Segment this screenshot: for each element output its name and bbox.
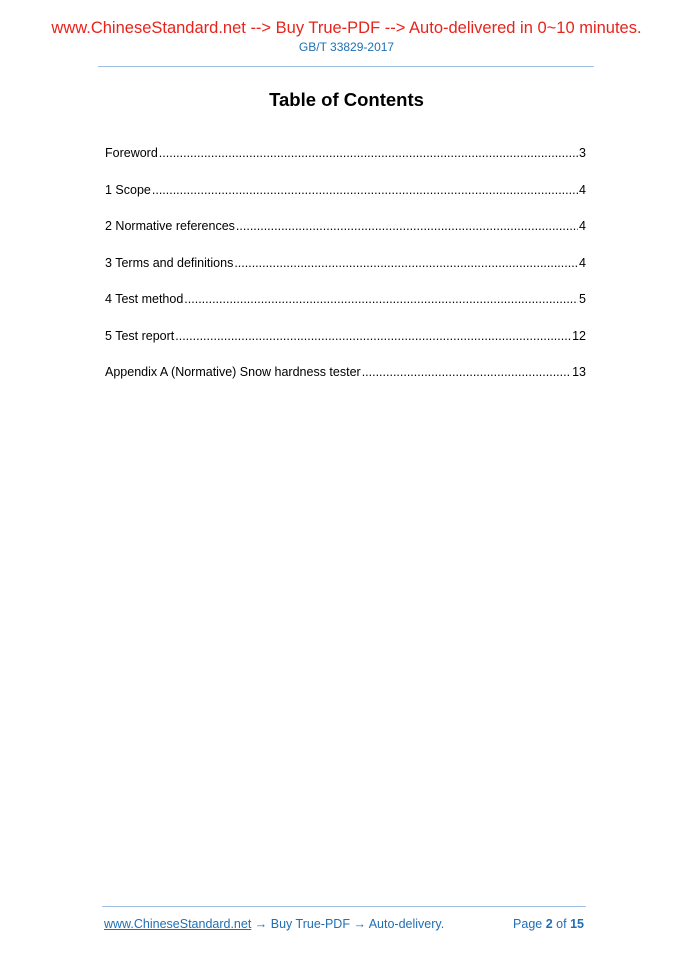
page-word: Page (513, 917, 543, 931)
toc-leader-dots (236, 217, 578, 235)
toc-entry-scope[interactable] (105, 181, 586, 218)
toc-entry-normative-references[interactable] (105, 217, 586, 254)
page-current: 2 (545, 917, 553, 931)
toc-entry-label: 3 Terms and definitions (105, 255, 234, 270)
toc-entry-page: 4 (579, 219, 586, 233)
footer-divider (102, 906, 586, 907)
toc-entry-foreword[interactable] (105, 144, 586, 181)
toc-entry-label: 2 Normative references (105, 219, 235, 233)
toc-entry-label: Appendix A (Normative) Snow hardness tester (105, 365, 361, 379)
toc-entry-page: 3 (579, 146, 586, 160)
toc-entry-label: 5 Test report (105, 328, 175, 343)
page-total: 15 (570, 917, 584, 931)
of-word: of (556, 917, 567, 931)
toc-entry-label: Foreword (105, 146, 158, 160)
toc-entry-appendix-a[interactable] (105, 363, 586, 400)
footer-promo (104, 916, 444, 932)
toc-entry-test-method[interactable] (105, 290, 586, 327)
toc-entry-label: 4 Test method (105, 292, 184, 306)
toc-entry-terms-and-definitions[interactable] (105, 254, 586, 291)
toc-entry-page: 12 (572, 328, 586, 343)
toc-leader-dots (175, 327, 571, 345)
header-divider (98, 66, 594, 67)
promo-banner: www.ChineseStandard.net --> Buy True-PDF --> Auto-delivered in 0~10 minutes. (51, 19, 642, 37)
toc-entry-page: 13 (572, 365, 586, 379)
arrow-right-icon: → (353, 917, 366, 931)
toc-entry-page: 5 (579, 292, 586, 306)
toc-list (105, 144, 586, 400)
toc-entry-page: 4 (579, 182, 586, 197)
toc-title: Table of Contents (269, 89, 424, 110)
page-number (513, 916, 584, 932)
toc-leader-dots (184, 290, 578, 308)
footer-buy-text: Buy True-PDF (267, 917, 354, 931)
toc-entry-page: 4 (579, 255, 586, 270)
footer-site-link[interactable]: www.ChineseStandard.net (104, 917, 252, 931)
toc-entry-test-report[interactable] (105, 327, 586, 364)
arrow-right-icon: → (254, 917, 268, 931)
toc-leader-dots (152, 181, 578, 199)
standard-code: GB/T 33829-2017 (298, 40, 395, 54)
toc-entry-label: 1 Scope (105, 182, 151, 197)
toc-leader-dots (159, 144, 578, 162)
toc-leader-dots (362, 363, 571, 381)
toc-leader-dots (234, 254, 578, 272)
footer-delivery-text: Auto-delivery. (365, 917, 445, 931)
